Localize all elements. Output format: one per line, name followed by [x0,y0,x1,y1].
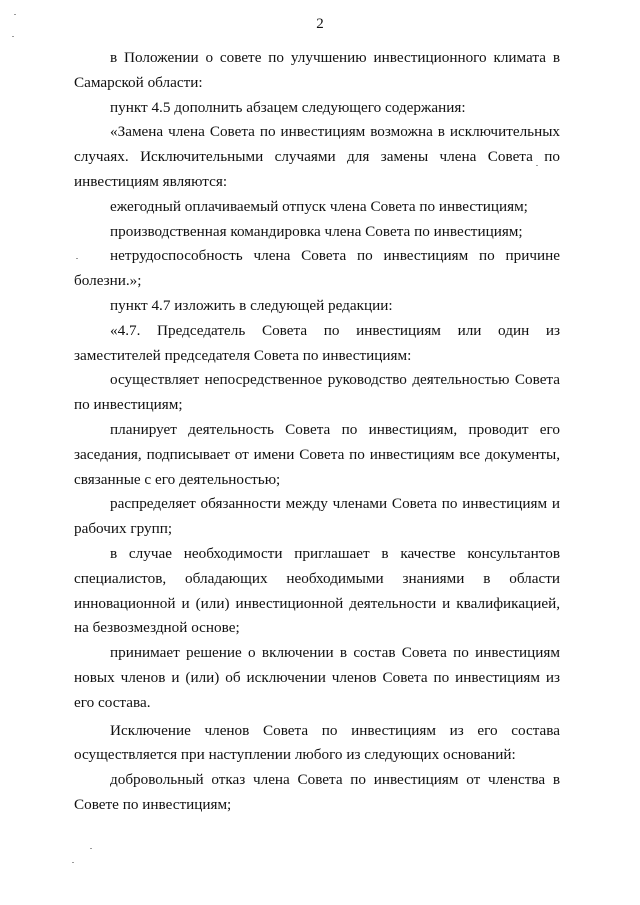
paragraph-ground-voluntary: добровольный отказ члена Совета по инвестициям от членства в Совете по инвестициям; [74,771,560,813]
paragraph-duty-membership: принимает решение о включении в состав Совета по инвестициям новых членов и (или) об исключении членов Совета по инвестициям из его состава. [74,644,560,711]
page-number: 2 [316,16,324,32]
paragraph-replacement-rule: «Замена члена Совета по инвестициям возможна в исключительных случаях. Исключительными случаями для замены члена Совета по инвестициям являются: [74,123,560,190]
scan-speck [76,258,78,259]
document-body [74,46,560,818]
paragraph-duty-consultants: в случае необходимости приглашает в качестве консультантов специалистов, обладающих необходимыми знаниями в области инновационной и (или) инвестиционной деятельности и квалификацией, на безвозмездной основе; [74,544,560,637]
scan-speck [536,165,538,166]
paragraph-item-4-5-instruction: пункт 4.5 дополнить абзацем следующего содержания: [110,98,466,116]
paragraph-case-illness: нетрудоспособность члена Совета по инвестициям по причине болезни.»; [74,247,560,290]
scan-speck [14,14,16,15]
paragraph-duty-management: осуществляет непосредственное руководство деятельностью Совета по инвестициям; [74,371,560,414]
paragraph-regulation-intro: в Положении о совете по улучшению инвестиционного климата в Самарской области: [74,49,560,91]
scan-speck [12,36,14,37]
scan-speck [90,848,92,849]
paragraph-case-vacation: ежегодный оплачиваемый отпуск члена Совета по инвестициям; [110,197,528,215]
paragraph-item-4-7-text: «4.7. Председатель Совета по инвестициям или один из заместителей председателя Совета по инвестициям: [74,321,560,364]
paragraph-item-4-7-instruction: пункт 4.7 изложить в следующей редакции: [110,296,393,314]
paragraph-duty-distribution: распределяет обязанности между членами Совета по инвестициям и рабочих групп; [74,495,560,538]
paragraph-case-business-trip: производственная командировка члена Совета по инвестициям; [110,222,523,240]
paragraph-exclusion-grounds: Исключение членов Совета по инвестициям из его состава осуществляется при наступлении любого из следующих оснований: [74,721,560,764]
paragraph-duty-planning: планирует деятельность Совета по инвестициям, проводит его заседания, подписывает от имени Совета по инвестициям все документы, связанные с его деятельностью; [74,420,560,488]
scan-speck [72,862,74,863]
